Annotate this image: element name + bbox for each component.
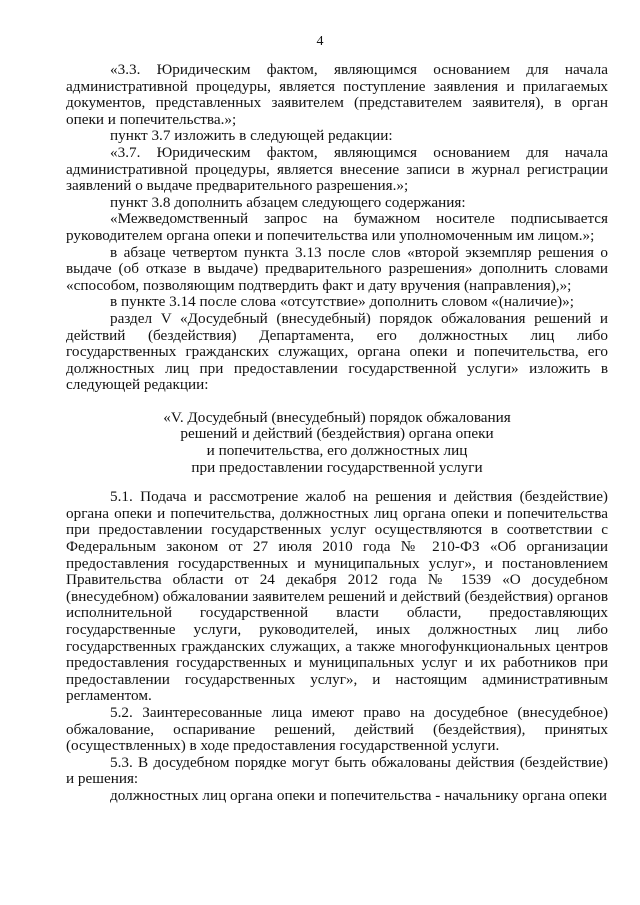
heading-line: и попечительства, его должностных лиц bbox=[206, 442, 468, 460]
heading-line: решений и действий (бездействия) органа опеки bbox=[180, 425, 494, 443]
paragraph-3-13: в абзаце четвертом пункта 3.13 после слов «второй экземпляр решения о выдаче (об отказе в выдаче) предварительного разрешения» дополнить словами «способом, позволяющим подтвердить факт и дату вручения (направления),»; bbox=[66, 243, 608, 294]
paragraph-instruction-3-8: пункт 3.8 дополнить абзацем следующего содержания: bbox=[110, 193, 466, 211]
paragraph-5-1: 5.1. Подача и рассмотрение жалоб на решения и действия (бездействие) органа опеки и попечительства, должностных лиц органа опеки и попечительства при предоставлении государственных услуг осуществляются в соответствии с Федеральным законом от 27 июля 2010 года № 210-ФЗ «Об организации предоставления государственных и муниципальных услуг», и постановлением Правительства области от 24 декабря 2012 года № 1539 «О досудебном (внесудебном) обжаловании заявителем решений и действий (бездействия) органов исполнительной государственной власти области, предоставляющих государственные услуги, руководителей, иных должностных лиц либо государственных гражданских служащих, а также многофункциональных центров предоставления государственных и муниципальных услуг и их работников при предоставлении государственных услуг», и настоящим административным регламентом. bbox=[66, 488, 608, 705]
paragraph-section-v-instruction: раздел V «Досудебный (внесудебный) порядок обжалования решений и действий (бездействия) Департамента, его должностных лиц либо государственных гражданских служащих, органа опеки и попечительства, его должностных лиц при предоставлении государственной услуги» изложить в следующей редакции: bbox=[66, 309, 608, 394]
paragraph-3-8-addition: «Межведомственный запрос на бумажном носителе подписывается руководителем органа опеки и попечительства или уполномоченным им лицом.»; bbox=[66, 210, 608, 244]
paragraph-5-2: 5.2. Заинтересованные лица имеют право на досудебное (внесудебное) обжалование, оспаривание решений, действий (бездействия), принятых (осуществленных) в ходе предоставления государственной услуги. bbox=[66, 703, 608, 755]
paragraph-instruction-3-7: пункт 3.7 изложить в следующей редакции: bbox=[110, 127, 393, 145]
section-v-heading bbox=[66, 410, 608, 476]
paragraph-3-3: «3.3. Юридическим фактом, являющимся основанием для начала административной процедуры, является поступление заявления и прилагаемых документов, представленных заявителем (представителем заявителя), в орган опеки и попечительства.»; bbox=[66, 61, 608, 128]
paragraph-3-7: «3.7. Юридическим фактом, являющимся основанием для начала административной процедуры, является внесение записи в журнал регистрации заявлений о выдаче предварительного разрешения.»; bbox=[66, 143, 608, 195]
heading-line: при предоставлении государственной услуги bbox=[191, 458, 483, 476]
document-body bbox=[66, 62, 608, 805]
heading-line: «V. Досудебный (внесудебный) порядок обжалования bbox=[163, 408, 511, 426]
page-number: 4 bbox=[316, 34, 324, 49]
paragraph-3-14: в пункте 3.14 после слова «отсутствие» дополнить словом «(наличие)»; bbox=[110, 293, 574, 311]
paragraph-5-3-item: должностных лиц органа опеки и попечительства - начальнику органа опеки bbox=[110, 786, 608, 804]
paragraph-5-3: 5.3. В досудебном порядке могут быть обжалованы действия (бездействие) и решения: bbox=[66, 753, 608, 788]
